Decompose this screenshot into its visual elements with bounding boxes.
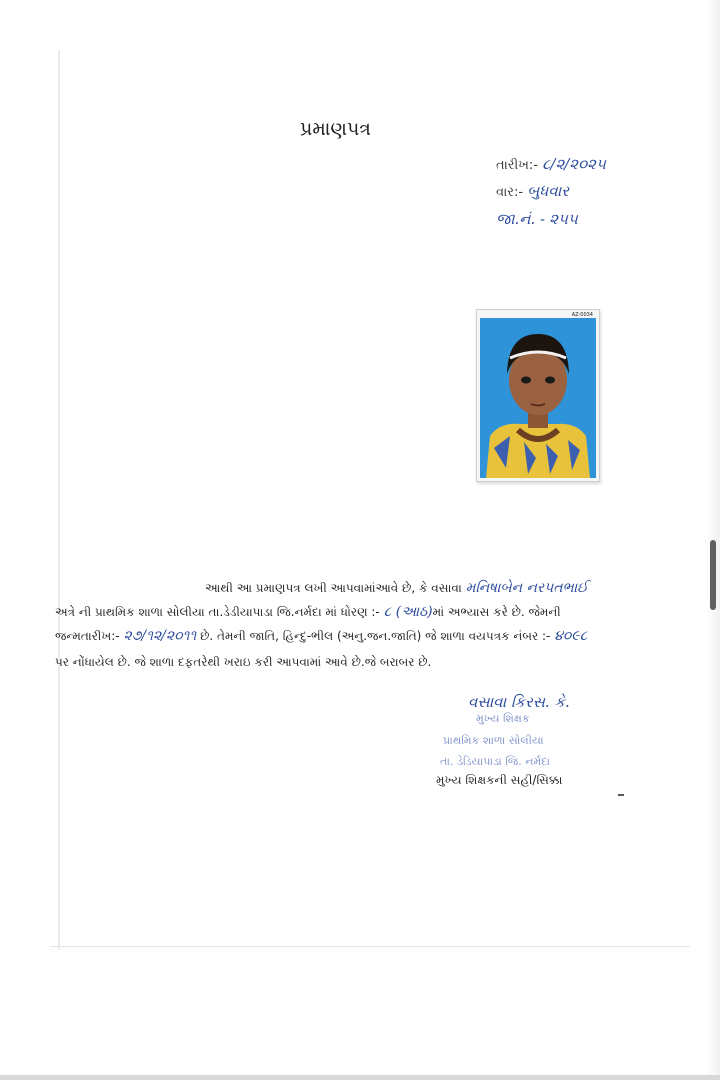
register-number: ૪૦૯૮ xyxy=(554,628,588,644)
page-title: પ્રમાણપત્ર xyxy=(300,118,371,140)
stamp-line-3: તા. ડેડિયાપાડા જિ. નર્મદા xyxy=(440,755,551,768)
dob-value: ૨૭/૧૨/૨૦૧૧ xyxy=(123,628,197,644)
stamp-line-1: મુખ્ય શિક્ષક xyxy=(476,712,530,725)
body-line-2 xyxy=(55,604,561,620)
photo-image xyxy=(480,318,596,478)
body-line-3 xyxy=(55,628,587,644)
body-line-1 xyxy=(205,580,588,596)
body-text-2b: માં અભ્યાસ કરે છે. જેમની xyxy=(432,605,561,619)
scan-bottom-strip xyxy=(0,1075,720,1080)
reference-line xyxy=(496,210,578,228)
reference-label: જા.નં. - xyxy=(496,210,546,228)
body-text-3: છે. તેમની જાતિ, હિન્દુ-ભીલ (અનુ.જન.જાતિ) જે શાળા વયપત્રક નંબર :- xyxy=(200,629,551,643)
reference-value: ૨૫૫ xyxy=(549,210,578,228)
page-edge-bottom xyxy=(50,946,690,947)
day-label: વાર:- xyxy=(496,185,524,200)
body-line-4: પર નોંધાયેલ છે. જે શાળા દફતરેથી ખરાઇ કરી આપવામાં આવે છે.જે બરાબર છે. xyxy=(55,655,432,669)
day-value: બુધવાર xyxy=(527,182,570,200)
headmaster-signature: વસાવા કિરસ. કે. xyxy=(468,693,570,711)
body-text-1: આથી આ પ્રમાણપત્ર લખી આપવામાંઆવે છે, કે વસાવા xyxy=(205,581,462,595)
standard-value: ૮ (આઠ) xyxy=(383,604,433,620)
day-line xyxy=(496,182,569,200)
dob-label: જન્મતારીખ:- xyxy=(55,629,120,643)
signature-label: મુખ્ય શિક્ષકની સહી/સિક્કા xyxy=(436,773,563,787)
scan-mark xyxy=(710,540,716,610)
portrait-illustration xyxy=(480,318,596,478)
date-value: ૮/૨/૨૦૨૫ xyxy=(542,155,606,173)
student-name: મનિષાબેન નરપતભાઈ xyxy=(465,580,588,596)
page-edge xyxy=(58,50,60,950)
body-text-2: અત્રે ની પ્રાથમિક શાળા સોલીયા તા.ડેડીયાપાડા જિ.નર્મદા માં ધોરણ :- xyxy=(55,605,380,619)
pen-mark xyxy=(618,794,624,796)
photo-code: AZ-0034 xyxy=(571,312,593,318)
date-label: તારીખ:- xyxy=(496,158,538,173)
date-line xyxy=(496,155,606,173)
student-photo xyxy=(476,309,600,482)
stamp-line-2: પ્રાથમિક શાળા સોલીયા xyxy=(443,734,544,747)
